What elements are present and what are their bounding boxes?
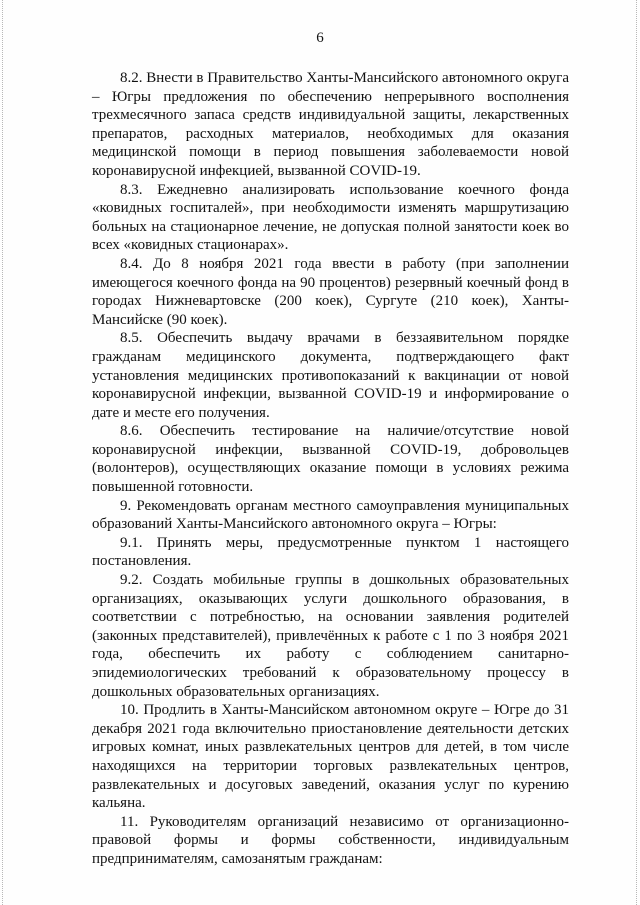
document-body (92, 69, 569, 869)
paragraph-8-2: 8.2. Внести в Правительство Ханты-Мансийского автономного округа – Югры предложения по обеспечению непрерывного восполнения трехмесячного запаса средств индивидуальной защиты, лекарственных препаратов, расходных материалов, необходимых для оказания медицинской помощи в период повышения заболеваемости новой коронавирусной инфекцией, вызванной COVID-19. (92, 70, 569, 179)
page-edge-right (636, 0, 638, 905)
paragraph-8-3: 8.3. Ежедневно анализировать использование коечного фонда «ковидных госпиталей», при необходимости изменять маршрутизацию больных на стационарное лечение, не допуская полной занятости коек во всех «ковидных стационарах». (92, 181, 569, 254)
paragraph-8-4: 8.4. До 8 ноября 2021 года ввести в работу (при заполнении имеющегося коечного фонда на 90 процентов) резервный коечный фонд в городах Нижневартовске (200 коек), Сургуте (210 коек), Ханты-Мансийске (90 коек). (92, 255, 569, 328)
paragraph-11: 11. Руководителям организаций независимо от организационно-правовой формы и формы собственности, индивидуальным предпринимателям, самозанятым гражданам: (92, 813, 569, 867)
paragraph-8-6: 8.6. Обеспечить тестирование на наличие/отсутствие новой коронавирусной инфекции, вызванной COVID-19, добровольцев (волонтеров), осуществляющих оказание помощи в условиях режима повышенной готовности. (92, 423, 569, 496)
page-edge-left (2, 0, 4, 905)
paragraph-9-1: 9.1. Принять меры, предусмотренные пунктом 1 настоящего постановления. (92, 534, 569, 570)
paragraph-10: 10. Продлить в Ханты-Мансийском автономном округе – Югре до 31 декабря 2021 года включительно приостановление деятельности детских игровых комнат, иных развлекательных центров для детей, в том числе находящихся на территории торговых развлекательных центров, развлекательных и досуговых заведений, оказания услуг по курению кальяна. (92, 702, 569, 812)
paragraph-9: 9. Рекомендовать органам местного самоуправления муниципальных образований Ханты-Мансийского автономного округа – Югры: (92, 497, 569, 533)
page-number: 6 (316, 30, 324, 46)
paragraph-8-5: 8.5. Обеспечить выдачу врачами в беззаявительном порядке гражданам медицинского документа, подтверждающего факт установления медицинских противопоказаний к вакцинации от новой коронавирусной инфекции, вызванной COVID-19 и информирование о дате и месте его получения. (92, 330, 569, 421)
paragraph-9-2: 9.2. Создать мобильные группы в дошкольных образовательных организациях, оказывающих услуги дошкольного образования, в соответствии с потребностью, на основании заявления родителей (законных представителей), привлечённых к работе с 1 по 3 ноября 2021 года, обеспечить их работу с соблюдением санитарно-эпидемиологических требований к образовательному процессу в дошкольных образовательных организациях. (92, 572, 569, 700)
